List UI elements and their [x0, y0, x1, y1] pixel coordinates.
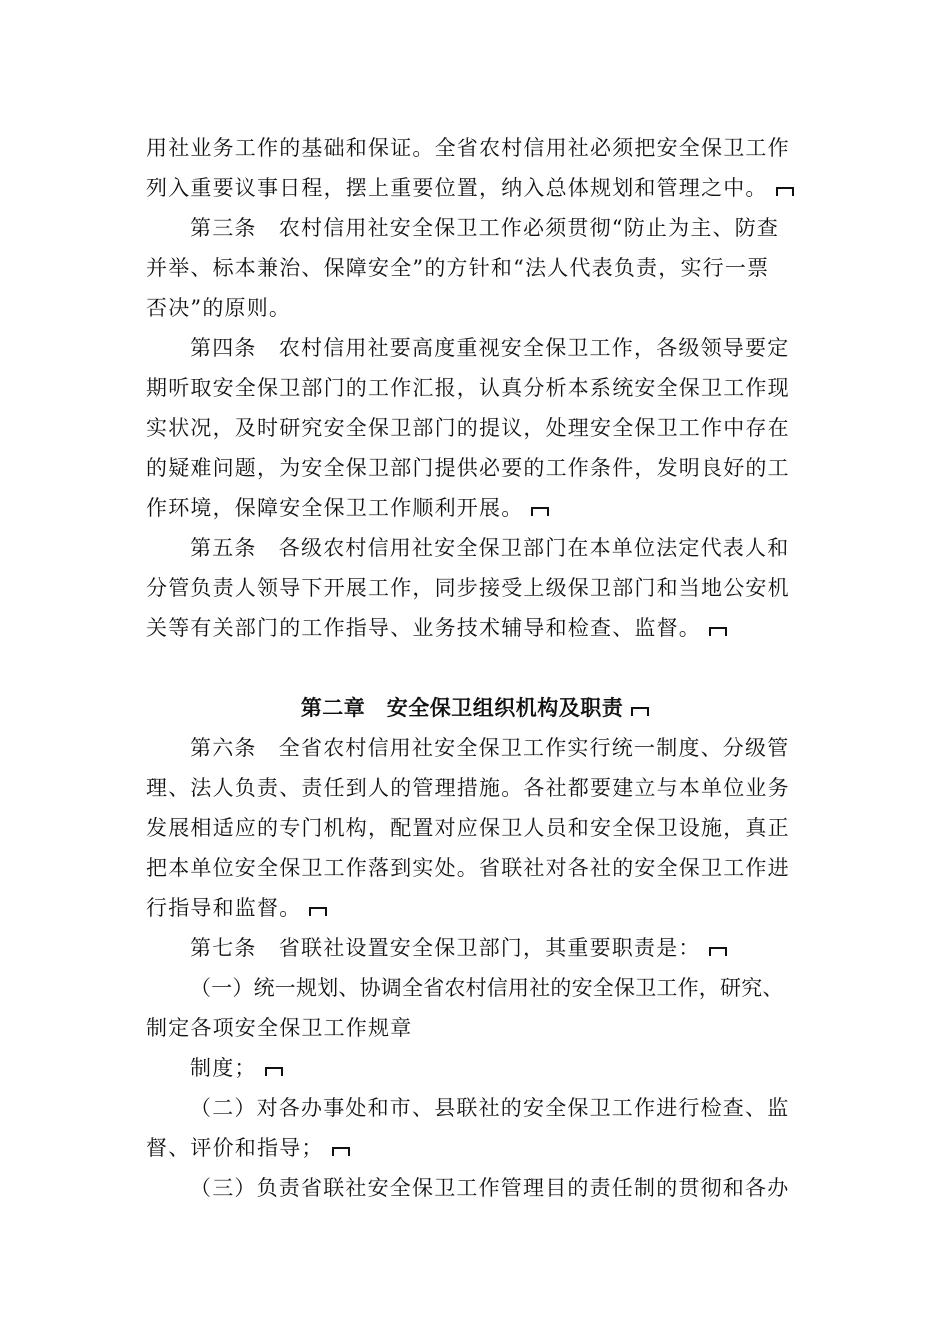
text-line: 否决”的原则。 [146, 296, 292, 320]
text-line-content: 制度； [190, 1056, 257, 1080]
chapter-heading [0, 688, 950, 728]
text-line-content: 行指导和监督。 [146, 896, 302, 920]
text-line: （三）负责省联社安全保卫工作管理目的责任制的贯彻和各办 [190, 1176, 790, 1200]
paragraph-mark-icon [709, 627, 727, 636]
paragraph-mark-icon [332, 1147, 350, 1156]
paragraph-mark-icon [709, 947, 727, 956]
text-line: （一）统一规划、协调全省农村信用社的安全保卫工作，研究、 [190, 976, 784, 1000]
text-line [190, 928, 850, 968]
text-line: 期听取安全保卫部门的工作汇报，认真分析本系统安全保卫工作现 [146, 376, 790, 400]
text-line: 实状况，及时研究安全保卫部门的提议，处理安全保卫工作中存在 [146, 416, 790, 440]
text-line: 用社业务工作的基础和保证。全省农村信用社必须把安全保卫工作 [146, 136, 790, 160]
text-line: （二）对各办事处和市、县联社的安全保卫工作进行检查、监 [190, 1096, 790, 1120]
text-line-content: 作环境，保障安全保卫工作顺利开展。 [146, 496, 524, 520]
text-line: 分管负责人领导下开展工作，同步接受上级保卫部门和当地公安机 [146, 576, 790, 600]
text-line [146, 608, 806, 648]
text-line-content: 关等有关部门的工作指导、业务技术辅导和检查、监督。 [146, 616, 701, 640]
text-line-content: 列入重要议事日程，摆上重要位置，纳入总体规划和管理之中。 [146, 176, 768, 200]
text-line [146, 168, 806, 208]
paragraph-mark-icon [265, 1067, 283, 1076]
text-line: 第五条 各级农村信用社安全保卫部门在本单位法定代表人和 [190, 536, 790, 560]
paragraph-mark-icon [631, 707, 649, 716]
text-line: 发展相适应的专门机构，配置对应保卫人员和安全保卫设施，真正 [146, 816, 790, 840]
text-line [146, 1128, 806, 1168]
text-line: 理、法人负责、责任到人的管理措施。各社都要建立与本单位业务 [146, 776, 790, 800]
text-line: 第六条 全省农村信用社安全保卫工作实行统一制度、分级管 [190, 736, 790, 760]
text-line: 第三条 农村信用社安全保卫工作必须贯彻“防止为主、防查 [190, 216, 780, 240]
text-line [190, 1048, 850, 1088]
text-line: 第四条 农村信用社要高度重视安全保卫工作，各级领导要定 [190, 336, 790, 360]
text-line: 制定各项安全保卫工作规章 [146, 1016, 413, 1040]
paragraph-mark-icon [309, 907, 327, 916]
chapter-heading-text: 第二章 安全保卫组织机构及职责 [300, 696, 624, 720]
text-line [146, 888, 806, 928]
paragraph-mark-icon [531, 507, 549, 516]
text-line: 的疑难问题，为安全保卫部门提供必要的工作条件，发明良好的工 [146, 456, 790, 480]
text-line: 把本单位安全保卫工作落到实处。省联社对各社的安全保卫工作进 [146, 856, 790, 880]
text-line-content: 第七条 省联社设置安全保卫部门，其重要职责是： [190, 936, 701, 960]
paragraph-mark-icon [776, 187, 794, 196]
text-line-content: 督、评价和指导； [146, 1136, 324, 1160]
text-line [146, 488, 806, 528]
text-line: 并举、标本兼治、保障安全”的方针和“法人代表负责，实行一票 [146, 256, 770, 280]
